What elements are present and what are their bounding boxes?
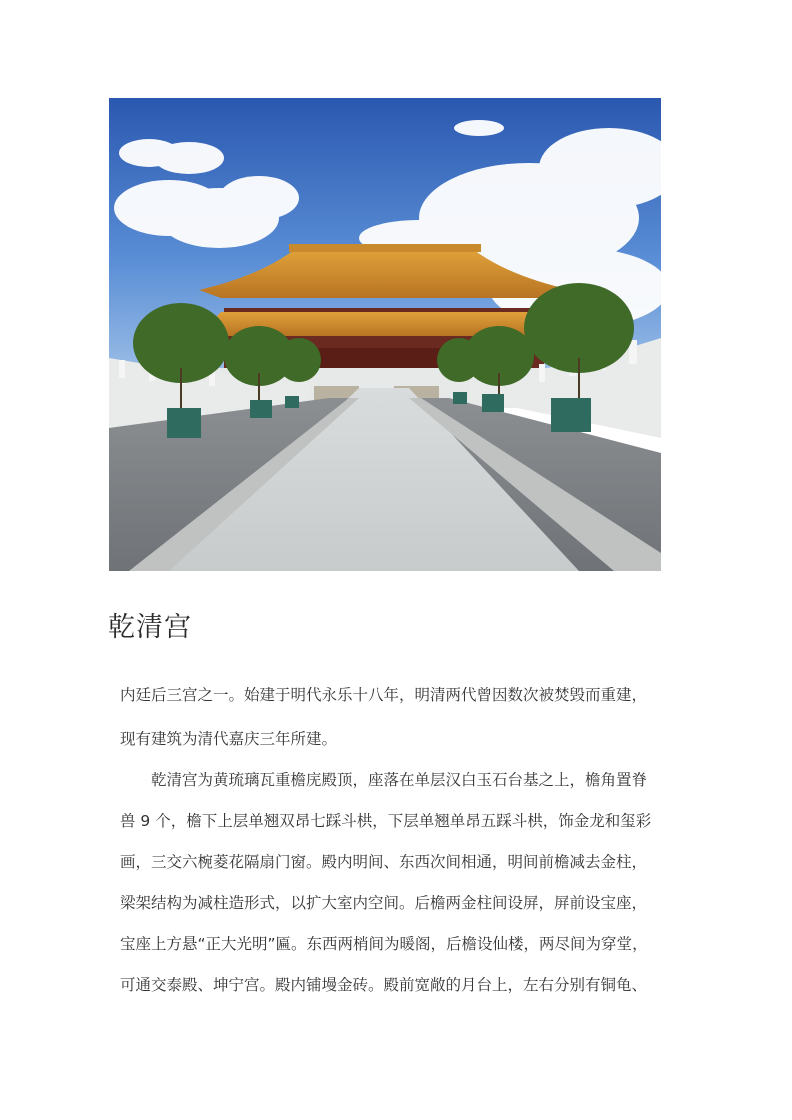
text-line-3: 乾清宫为黄琉璃瓦重檐庑殿顶，座落在单层汉白玉石台基之上，檐角置脊 [151,771,648,789]
text-line-8: 可通交泰殿、坤宁宫。殿内铺墁金砖。殿前宽敞的月台上，左右分别有铜龟、 [120,976,648,994]
text-line-7: 宝座上方悬“正大光明”匾。东西两梢间为暖阁，后檐设仙楼，两尽间为穿堂， [120,935,648,953]
palace-photo [109,98,661,571]
text-line-1: 内廷后三宫之一。始建于明代永乐十八年，明清两代曾因数次被焚毁而重建， [120,686,648,704]
text-line-4: 兽 9 个，檐下上层单翘双昂七踩斗栱，下层单翘单昂五踩斗栱，饰金龙和玺彩 [120,812,652,830]
text-line-5: 画，三交六椀菱花隔扇门窗。殿内明间、东西次间相通，明间前檐减去金柱， [120,853,648,871]
text-line-6: 梁架结构为减柱造形式，以扩大室内空间。后檐两金柱间设屏，屏前设宝座， [120,894,648,912]
text-line-2: 现有建筑为清代嘉庆三年所建。 [120,730,338,748]
page-title: 乾清宫 [108,612,192,643]
